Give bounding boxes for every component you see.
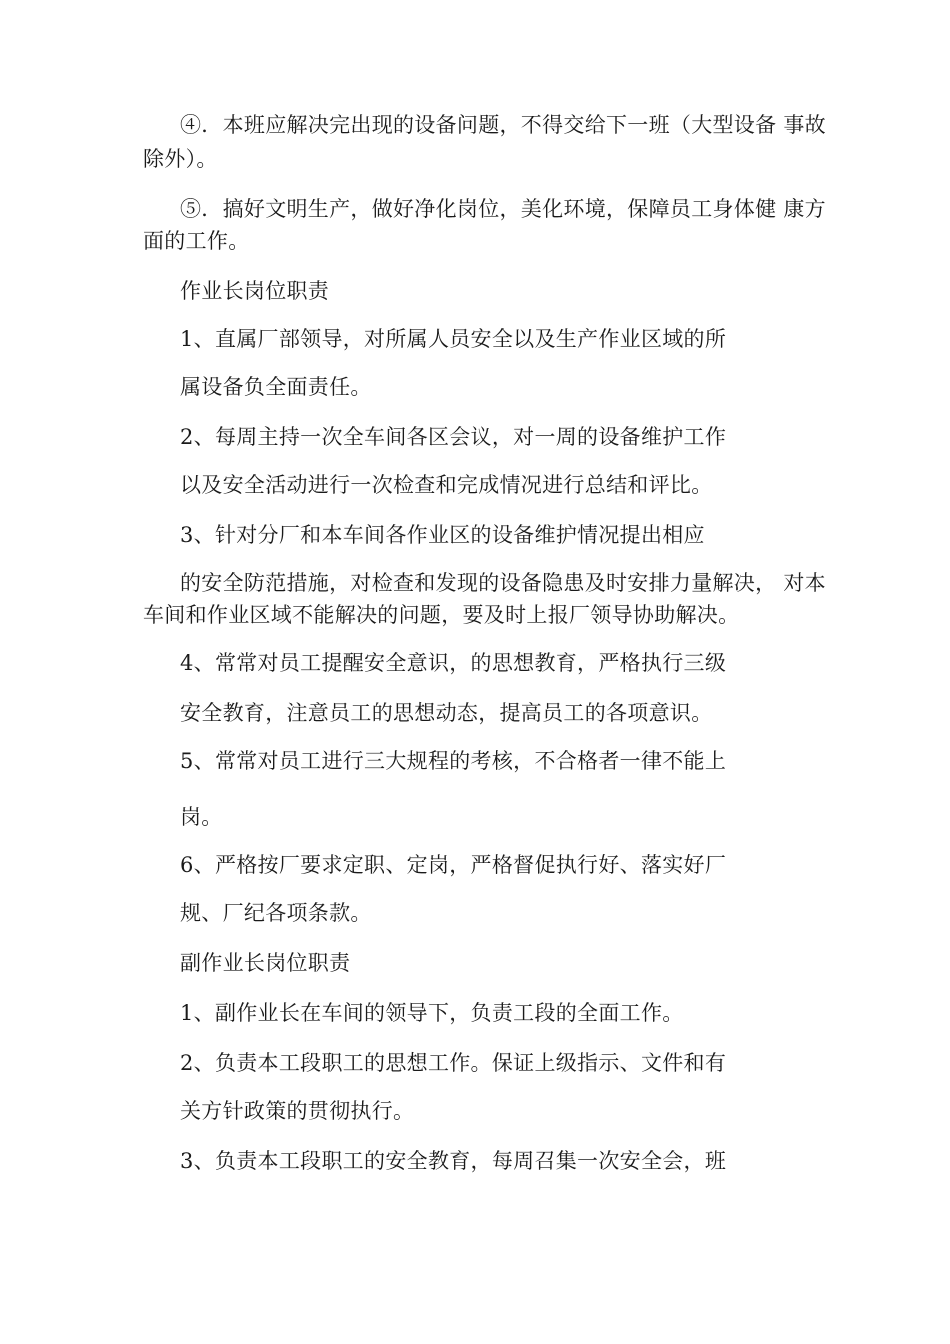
supervisor-duty-5-line-1: 5、常常对员工进行三大规程的考核，不合格者一律不能上 [180,749,727,773]
section-heading-deputy-supervisor: 副作业长岗位职责 [180,951,351,975]
supervisor-duty-1-line-2: 属设备负全面责任。 [180,375,372,399]
section-heading-supervisor: 作业长岗位职责 [180,279,330,303]
deputy-duty-3-line-1: 3、负责本工段职工的安全教育，每周召集一次安全会，班 [180,1149,727,1173]
para-item-4-line-1: ④．本班应解决完出现的设备问题，不得交给下一班（大型设备 事故 [180,113,826,137]
supervisor-duty-3-line-1: 3、针对分厂和本车间各作业区的设备维护情况提出相应 [180,523,705,547]
deputy-duty-1-line-1: 1、副作业长在车间的领导下，负责工段的全面工作。 [180,1001,684,1025]
supervisor-duty-1-line-1: 1、直属厂部领导，对所属人员安全以及生产作业区域的所 [180,327,727,351]
para-item-5-line-2: 面的工作。 [143,229,250,253]
supervisor-duty-6-line-2: 规、厂纪各项条款。 [180,901,372,925]
para-item-5-line-1: ⑤．搞好文明生产，做好净化岗位，美化环境，保障员工身体健 康方 [180,197,826,221]
supervisor-duty-3-line-2: 的安全防范措施，对检查和发现的设备隐患及时安排力量解决， 对本 [180,571,826,595]
supervisor-duty-3-line-3: 车间和作业区域不能解决的问题，要及时上报厂领导协助解决。 [143,603,740,627]
supervisor-duty-2-line-1: 2、每周主持一次全车间各区会议，对一周的设备维护工作 [180,425,727,449]
deputy-duty-2-line-1: 2、负责本工段职工的思想工作。保证上级指示、文件和有 [180,1051,727,1075]
supervisor-duty-6-line-1: 6、严格按厂要求定职、定岗，严格督促执行好、落实好厂 [180,853,727,877]
para-item-4-line-2: 除外）。 [143,147,218,171]
supervisor-duty-4-line-2: 安全教育，注意员工的思想动态，提高员工的各项意识。 [180,701,713,725]
supervisor-duty-4-line-1: 4、常常对员工提醒安全意识，的思想教育，严格执行三级 [180,651,727,675]
deputy-duty-2-line-2: 关方针政策的贯彻执行。 [180,1099,415,1123]
supervisor-duty-5-line-2: 岗。 [180,805,223,829]
supervisor-duty-2-line-2: 以及安全活动进行一次检查和完成情况进行总结和评比。 [180,473,713,497]
